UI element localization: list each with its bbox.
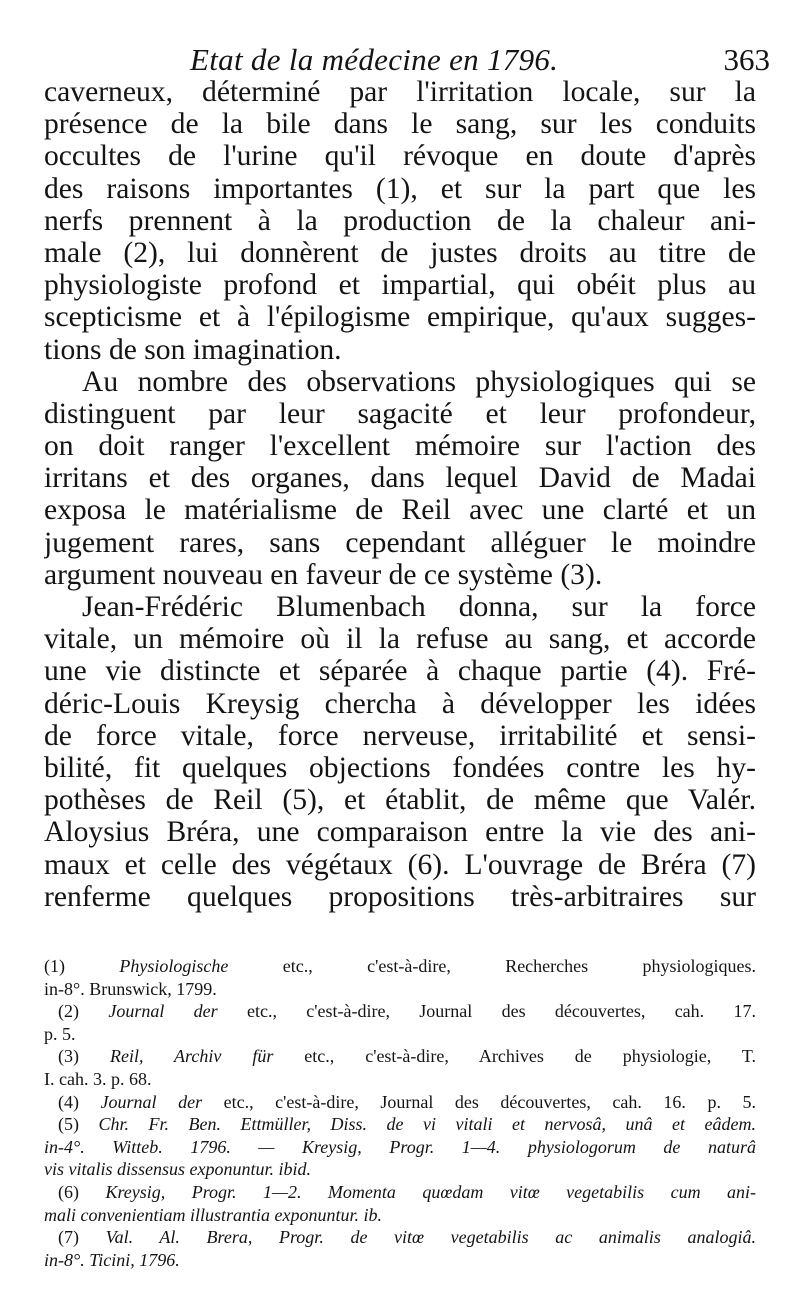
page-number: 363 [723, 42, 770, 77]
footnote-number: (3) [58, 1046, 79, 1067]
footnote-continuation: in-8°. Brunswick, 1799. [44, 978, 217, 999]
footnote-title: Journal der [100, 1091, 203, 1112]
text-line: présence de la bile dans le sang, sur les conduits [44, 108, 756, 141]
footnote-continuation: mali convenientiam illustrantia exponuntur. ib. [44, 1204, 382, 1225]
text-line: déric-Louis Kreysig chercha à développer les idées [44, 687, 756, 720]
text-line: maux et celle des végétaux (6). L'ouvrage de Bréra (7) [44, 848, 756, 881]
body-text [44, 76, 756, 913]
text-line: exposa le matérialisme de Reil avec une clarté et un [44, 494, 756, 527]
footnote-5 [44, 1113, 756, 1136]
footnote-4 [44, 1091, 756, 1114]
footnote-number: (5) [58, 1114, 79, 1135]
footnote-text: etc., c'est-à-dire, Journal des découvertes, cah. 17. [246, 1001, 756, 1022]
footnote-title: Journal der [108, 1001, 218, 1022]
text-line: renferme quelques propositions très-arbitraires sur [44, 880, 756, 913]
text-line: distinguent par leur sagacité et leur profondeur, [44, 397, 756, 430]
footnote-text: etc., c'est-à-dire, Recherches physiologiques. [282, 956, 756, 976]
footnote-number: (6) [58, 1181, 79, 1202]
footnote-text: etc., c'est-à-dire, Journal des découvertes, cah. 16. p. 5. [223, 1091, 756, 1112]
footnote-6 [44, 1181, 756, 1204]
text-line: pothèses de Reil (5), et établit, de même que Valér. [44, 784, 756, 817]
text-line: argument nouveau en faveur de ce système (3). [44, 558, 603, 591]
text-line: Aloysius Bréra, une comparaison entre la vie des ani- [44, 816, 756, 849]
footnote-number: (4) [58, 1091, 79, 1112]
text-line: irritans et des organes, dans lequel David de Madai [44, 462, 756, 495]
text-line: bilité, fit quelques objections fondées contre les hy- [44, 751, 756, 784]
running-title: Etat de la médecine en 1796. [190, 42, 559, 77]
footnote-title: Reil, Archiv für [109, 1046, 274, 1067]
footnote-number: (1) [44, 956, 65, 976]
text-line: male (2), lui donnèrent de justes droits au titre de [44, 236, 756, 269]
text-line: vitale, un mémoire où il la refuse au sang, et accorde [44, 623, 756, 656]
footnote-title: Physiologische [119, 956, 229, 976]
footnote-text: etc., c'est-à-dire, Archives de physiologie, T. [304, 1046, 756, 1067]
footnotes [44, 955, 756, 1271]
text-line: physiologiste profond et impartial, qui obéit plus au [44, 269, 756, 302]
footnote-1 [44, 955, 756, 978]
footnote-number: (2) [58, 1001, 79, 1022]
footnote-title: Val. Al. Brera, Progr. de vitœ vegetabilis ac animalis analogiâ. [105, 1227, 756, 1248]
footnote-title: Chr. Fr. Ben. Ettmüller, Diss. de vi vitali et nervosâ, unâ et eâdem. [98, 1114, 756, 1135]
text-line: occultes de l'urine qu'il révoque en doute d'après [44, 140, 756, 173]
text-line: nerfs prennent à la production de la chaleur ani- [44, 204, 756, 237]
page-header [40, 40, 770, 80]
text-line: de force vitale, force nerveuse, irritabilité et sensi- [44, 719, 756, 752]
text-line: une vie distincte et séparée à chaque partie (4). Fré- [44, 655, 756, 688]
footnote-number: (7) [58, 1227, 79, 1248]
footnote-7 [44, 1226, 756, 1249]
footnote-continuation: vis vitalis dissensus exponuntur. ibid. [44, 1159, 311, 1180]
footnote-2 [44, 1000, 756, 1023]
footnote-continuation: in-4°. Witteb. 1796. — Kreysig, Progr. 1—4. physiologorum de naturâ [44, 1136, 756, 1157]
text-line: on doit ranger l'excellent mémoire sur l'action des [44, 430, 756, 463]
text-line: Au nombre des observations physiologiques qui se [82, 365, 756, 398]
text-line: caverneux, déterminé par l'irritation locale, sur la [44, 76, 756, 108]
text-line: Jean-Frédéric Blumenbach donna, sur la force [82, 591, 756, 623]
footnote-title: Kreysig, Progr. 1—2. Momenta quœdam vitœ vegetabilis cum ani- [105, 1181, 756, 1202]
text-line: tions de son imagination. [44, 333, 342, 366]
text-line: jugement rares, sans cependant alléguer le moindre [44, 526, 756, 559]
footnote-3 [44, 1045, 756, 1068]
footnote-continuation: p. 5. [44, 1023, 76, 1044]
text-line: des raisons importantes (1), et sur la part que les [44, 172, 756, 205]
footnote-continuation: in-8°. Ticini, 1796. [44, 1249, 180, 1270]
footnote-continuation: I. cah. 3. p. 68. [44, 1068, 152, 1089]
text-line: scepticisme et à l'épilogisme empirique, qu'aux sugges- [44, 301, 756, 334]
